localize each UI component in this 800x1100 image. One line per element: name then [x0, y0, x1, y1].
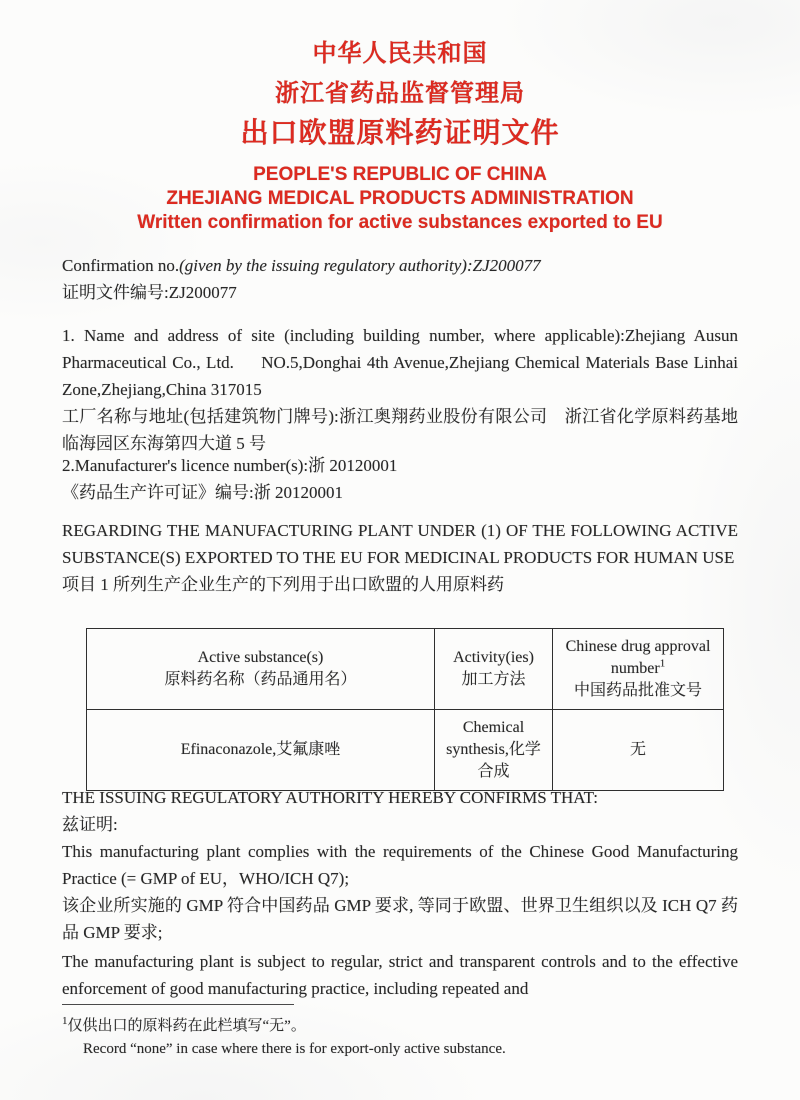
confirmation-number-en: [62, 252, 738, 279]
gmp-compliance-en: This manufacturing plant complies with the requirements of the Chinese Good Manufacturing Practice (= GMP of EU，WHO/ICH Q7);: [62, 842, 738, 888]
column-active-substance-en: Active substance(s): [197, 649, 324, 666]
header-doc-title-cn: 出口欧盟原料药证明文件: [240, 118, 560, 149]
regarding-statement-block: [62, 517, 738, 598]
confirmation-label: Confirmation no.: [62, 256, 180, 275]
gmp-compliance-cn: 该企业所实施的 GMP 符合中国药品 GMP 要求, 等同于欧盟、世界卫生组织以及 ICH Q7 药品 GMP 要求;: [62, 896, 738, 942]
confirms-heading-en: THE ISSUING REGULATORY AUTHORITY HEREBY CONFIRMS THAT:: [62, 788, 598, 807]
footnote-cn-line: [62, 1015, 738, 1038]
column-approval-number-en: [557, 636, 719, 680]
footnote-cn-text: 仅供出口的原料药在此栏填写“无”。: [67, 1018, 306, 1034]
controls-paragraph: [62, 948, 738, 1002]
licence-number-en: 2.Manufacturer's licence number(s):浙 20120001: [62, 456, 398, 475]
controls-paragraph-en: The manufacturing plant is subject to regular, strict and transparent controls and to the effective enforcement of good manufacturing practice, including repeated and: [62, 952, 738, 998]
confirms-heading-cn: 兹证明:: [62, 815, 118, 834]
confirmation-number-cn: 证明文件编号:ZJ200077: [62, 283, 237, 302]
header-doc-title-en: Written confirmation for active substances exported to EU: [137, 212, 663, 233]
site-name-address-en: 1. Name and address of site (including building number, where applicable):Zhejiang Ausun Pharmaceutical Co., Ltd. NO.5,Donghai 4th Avenue,Zhejiang Chemical Materials Base Linhai Zone,Zhejiang,China 317015: [62, 326, 738, 399]
regarding-statement-en: REGARDING THE MANUFACTURING PLANT UNDER (1) OF THE FOLLOWING ACTIVE SUBSTANCE(S) EXPORTED TO THE EU FOR MEDICINAL PRODUCTS FOR HUMAN USE: [62, 521, 738, 567]
column-approval-number-cn: 中国药品批准文号: [573, 682, 702, 699]
column-activity: [435, 629, 553, 710]
confirmation-authority-note: (given by the issuing regulatory authority):ZJ200077: [179, 256, 541, 275]
header-country-cn: 中华人民共和国: [312, 41, 488, 67]
approval-number-footnote-marker: 1: [659, 657, 666, 670]
header-agency-cn: 浙江省药品监督管理局: [275, 81, 525, 107]
footnote-en-line: Record “none” in case where there is for export-only active substance.: [83, 1041, 506, 1057]
column-activity-cn: 加工方法: [461, 671, 526, 688]
column-active-substance: [87, 629, 435, 710]
authority-confirms-block: [62, 784, 738, 946]
footnote-marker: 1: [62, 1015, 68, 1027]
regarding-statement-cn: 项目 1 所列生产企业生产的下列用于出口欧盟的人用原料药: [62, 575, 504, 594]
cell-substance-name: Efinaconazole,艾氟康唑: [87, 710, 435, 791]
substance-row: [87, 710, 724, 791]
document-header: [0, 34, 800, 235]
substance-table: [86, 628, 724, 791]
cell-approval-number: 无: [553, 710, 724, 791]
column-activity-en: Activity(ies): [453, 649, 534, 666]
footnote-divider: [62, 1004, 294, 1005]
substance-table-header-row: [87, 629, 724, 710]
column-approval-number: [553, 629, 724, 710]
header-agency-en: ZHEJIANG MEDICAL PRODUCTS ADMINISTRATION: [166, 188, 634, 209]
site-name-address-cn: 工厂名称与地址(包括建筑物门牌号):浙江奥翔药业股份有限公司 浙江省化学原料药基地临海园区东海第四大道 5 号: [62, 407, 738, 453]
licence-number-cn: 《药品生产许可证》编号:浙 20120001: [62, 483, 343, 502]
section-2-licence-block: [62, 452, 738, 506]
footnote-block: [62, 1004, 738, 1061]
column-approval-number-text: Chinese drug approval number: [565, 638, 711, 677]
column-active-substance-cn: 原料药名称（药品通用名）: [164, 671, 357, 688]
section-1-site-block: [62, 322, 738, 457]
cell-activity: Chemical synthesis,化学合成: [435, 710, 553, 791]
header-country-en: PEOPLE'S REPUBLIC OF CHINA: [253, 164, 547, 185]
confirmation-number-block: [62, 252, 738, 306]
